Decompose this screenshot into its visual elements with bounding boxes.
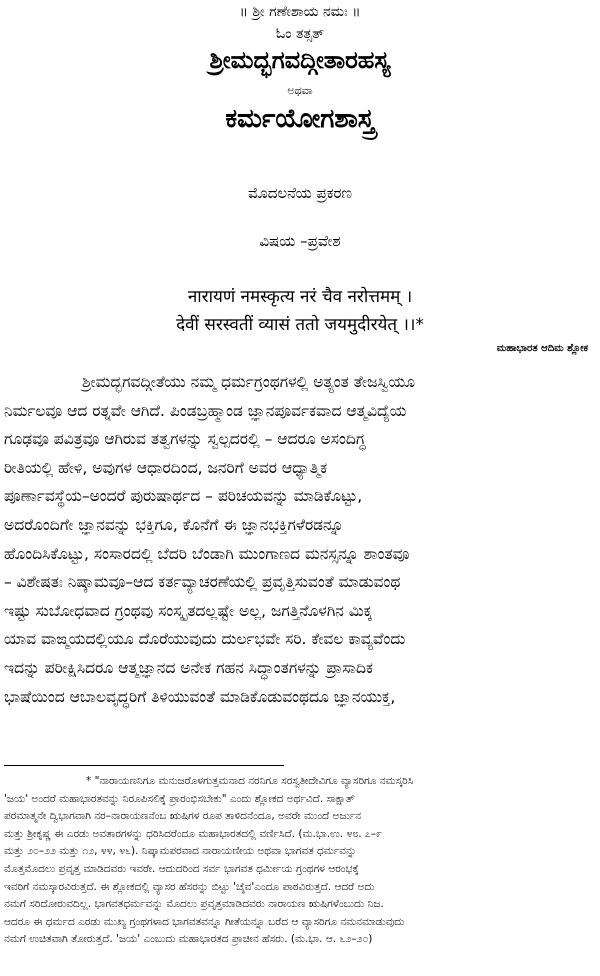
- subject-heading: ವಿಷಯ –ಪ್ರವೇಶ: [259, 232, 341, 250]
- footnote-line: ನಮಗೆ ಸರಿದೋರುವದಿಲ್ಲ. ಭಾಗವತಧರ್ಮವನ್ನು ಮೊದಲು ಪ್ರವೃತ್ತಮಾಡಿದವರು ನಾರಾಯಣ ಋಷಿಗಳೆಂಬುದು ನಿಜ.: [4, 898, 384, 911]
- footnote-line: * "ನಾರಾಯಣನಿಗೂ ಮನುಜರೊಳಗುತ್ತಮನಾದ ನರನಿಗೂ ಸರಸ್ವತೀದೇವಿಗೂ ವ್ಯಾಸರಿಗೂ ನಮಸ್ಕರಿಸಿ: [86, 775, 414, 787]
- footnote-line: 'ಜಯ' ಅಂದರೆ ಮಹಾಭಾರತವನ್ನು ನಿರೂಪಿಸಲಿಕ್ಕೆ ಪ್ರಾರಂಭಿಸಬೇಕು" ಎಂದು ಶ್ಲೋಕದ ಅರ್ಥವಿದೆ. ಸಾಕ್ಷಾತ್: [4, 792, 355, 805]
- footnote-line: ನಮಗೆ ಉಚಿತವಾಗಿ ತೋರುತ್ತದೆ. 'ಜಯ' ಎಂಬುದು ಮಹಾಭಾರತದ ಪ್ರಾಚೀನ ಹೆಸರು. (ಮ.ಭಾ. ಆ. ೬೨–೨೦): [4, 933, 373, 946]
- body-line: – ವಿಶೇಷತಃ ನಿಷ್ಕಾಮವೂ–ಆದ ಕರ್ತವ್ಯಾಚರಣೆಯಲ್ಲಿ ಪ್ರವೃತ್ತಿಸುವಂತೆ ಮಾಡುವಂಥ: [4, 573, 401, 592]
- footnote-line: ಪರಮಾತ್ಮನೇ ದ್ವಿಭಾಗವಾಗಿ ನರ–ನಾರಾಯಣನೆಂಬ ಋಷಿಗಳ ರೂಪ ತಾಳಿದನೆಂದೂ, ಅವರೇ ಮುಂದೆ ಅರ್ಜುನ: [4, 810, 362, 823]
- chapter-heading: ಮೊದಲನೆಯ ಪ್ರಕರಣ: [247, 184, 353, 202]
- body-line: ಗೂಢವೂ ಪವಿತ್ರವೂ ಆಗಿರುವ ತತ್ವಗಳನ್ನು ಸ್ವಲ್ಪದರಲ್ಲಿ – ಆದರೂ ಅಸಂದಿಗ್ಧ: [4, 430, 366, 449]
- body-line: ರೀತಿಯಲ್ಲಿ ಹೇಳಿ, ಅವುಗಳ ಆಧಾರದಿಂದ, ಜನರಿಗೆ ಅವರ ಆಧ್ಯಾತ್ಮಿಕ: [4, 458, 328, 477]
- verse-source: ಮಹಾಭಾರತ ಆದಿಮ ಶ್ಲೋಕ: [496, 343, 588, 354]
- sanskrit-verse-line-1: नारायणं नमस्कृत्य नरं चैव नरोत्तमम् ।: [187, 287, 413, 307]
- footnote-line: ಮೊತ್ತಮೊದಲು ಪ್ರವೃತ್ತ ಮಾಡಿದವರು ಇವರೇ. ಆದುದರಿಂದ ಸರ್ವ ಭಾಗವತ ಧರ್ಮೀಯ ಗ್ರಂಥಗಳ ಆರಂಭಕ್ಕೆ: [4, 862, 359, 875]
- sub-title: ಕರ್ಮಯೋಗಶಾಸ್ತ್ರ: [225, 104, 375, 134]
- body-line: ಶ್ರೀಮದ್ಭಗವದ್ಗೀತೆಯು ನಮ್ಮ ಧರ್ಮಗ್ರಂಥಗಳಲ್ಲಿ ಅತ್ಯಂತ ತೇಜಸ್ವಿಯೂ: [82, 373, 415, 391]
- body-line: ಅದರೊಂದಿಗೇ ಜ್ಞಾನವನ್ನು ಭಕ್ತಿಗೂ, ಕೊನೆಗೆ ಈ ಜ್ಞಾನಭಕ್ತಿಗಳೆರಡನ್ನೂ: [4, 515, 344, 534]
- body-paragraph: [4, 368, 594, 711]
- body-line: ಪೂರ್ಣಾವಸ್ಥೆಯ–ಅಂದರೆ ಪುರುಷಾರ್ಥದ – ಪರಿಚಯವನ್ನು ಮಾಡಿಕೊಟ್ಟು,: [4, 487, 363, 506]
- body-line: ಇದನ್ನು ಪರೀಕ್ಷಿಸಿದರೂ ಆತ್ಮಜ್ಞಾನದ ಅನೇಕ ಗಹನ ಸಿದ್ಧಾಂತಗಳನ್ನು ಪ್ರಾಸಾದಿಕ: [4, 658, 373, 677]
- body-line: ಹೊಂದಿಸಿಕೊಟ್ಟು, ಸಂಸಾರದಲ್ಲಿ ಬೆದರಿ ಬೆಂಡಾಗಿ ಮುಂಗಾಣದ ಮನಸ್ಸನ್ನೂ ಶಾಂತವೂ: [4, 544, 410, 563]
- om-tatsat-line: ಓಂ ತತ್ಸತ್: [275, 26, 325, 42]
- body-line: ಯಾವ ವಾಙ್ಮಯದಲ್ಲಿಯೂ ದೊರೆಯುವುದು ದುರ್ಲಭವೇ ಸರಿ. ಕೇವಲ ಕಾವ್ಯವೆಂದು: [4, 630, 406, 649]
- body-line: ಭಾಷೆಯಿಂದ ಆಬಾಲವೃದ್ಧರಿಗೆ ತಿಳಿಯುವಂತೆ ಮಾಡಿಕೊಡುವಂಥದೂ ಜ್ಞಾನಯುಕ್ತ,: [4, 687, 396, 706]
- footnote-line: ಮತ್ತು ಶ್ರೀಕೃಷ್ಣ ಈ ಎರಡು ಅವತಾರಗಳನ್ನು ಧರಿಸಿದರೆಂದೂ ಮಹಾಭಾರತದಲ್ಲಿ ವರ್ಣಿಸಿದೆ. (ಮ.ಭಾ.ಉ. ೪೮. ೭–೯: [4, 827, 382, 840]
- footnote-line: ಆದರೂ ಈ ಧರ್ಮದ ಎರಡು ಮುಖ್ಯ ಗ್ರಂಥಗಳಾದ ಭಾಗವತವನ್ನೂ ಗೀತೆಯನ್ನೂ ಬರೆದ ಆ ವ್ಯಾಸರಿಗೂ ನಮನಮಾಡುವುದು: [4, 915, 405, 928]
- body-line: ಇಷ್ಟು ಸುಬೋಧವಾದ ಗ್ರಂಥವು ಸಂಸ್ಕೃತದಲ್ಲಷ್ಟೇ ಅಲ್ಲ, ಜಗತ್ತಿನೊಳಗಿನ ಮಿಕ್ಕ: [4, 601, 373, 620]
- footnote-divider: [4, 765, 284, 766]
- sanskrit-verse-line-2: देवीं सरस्वतीं व्यासं ततो जयमुदीरयेत् ।।*: [176, 315, 424, 335]
- footnote-line: ಇವರಿಗೆ ನಮಸ್ಕಾರವಿರುತ್ತದೆ. ಈ ಶ್ಲೋಕದಲ್ಲಿ ವ್ಯಾಸರ ಹೆಸರನ್ನು ಬಿಟ್ಟು 'ಚೈವ'ಎಂದೂ ಪಾಠವಿರುತ್ತದೆ. ಆದರೆ ಅದು: [4, 880, 375, 893]
- athava-separator: ಅಥವಾ: [287, 84, 313, 97]
- body-line: ನಿರ್ಮಲವೂ ಆದ ರತ್ನವೇ ಆಗಿದೆ. ಪಿಂಡಬ್ರಹ್ಮಾಂಡ ಜ್ಞಾನಪೂರ್ವಕವಾದ ಆತ್ಮವಿದ್ಯೆಯ: [4, 401, 407, 420]
- footnote-block: [4, 773, 594, 949]
- main-title: ಶ್ರೀಮದ್ಭಗವದ್ಗೀತಾರಹಸ್ಯ: [209, 46, 391, 74]
- footnote-line: ಮತ್ತು ೨೦–೨೨ ಮತ್ತು ೧೨, ೪೪, ೪೬). ನಿಷ್ಕಾಮಪರವಾದ ನಾರಾಯಣೀಯ ಅಥವಾ ಭಾಗವತ ಧರ್ಮವನ್ನು: [4, 845, 357, 858]
- invocation-line: ॥ ಶ್ರೀ ಗಣೇಶಾಯ ನಮಃ ॥: [239, 4, 361, 20]
